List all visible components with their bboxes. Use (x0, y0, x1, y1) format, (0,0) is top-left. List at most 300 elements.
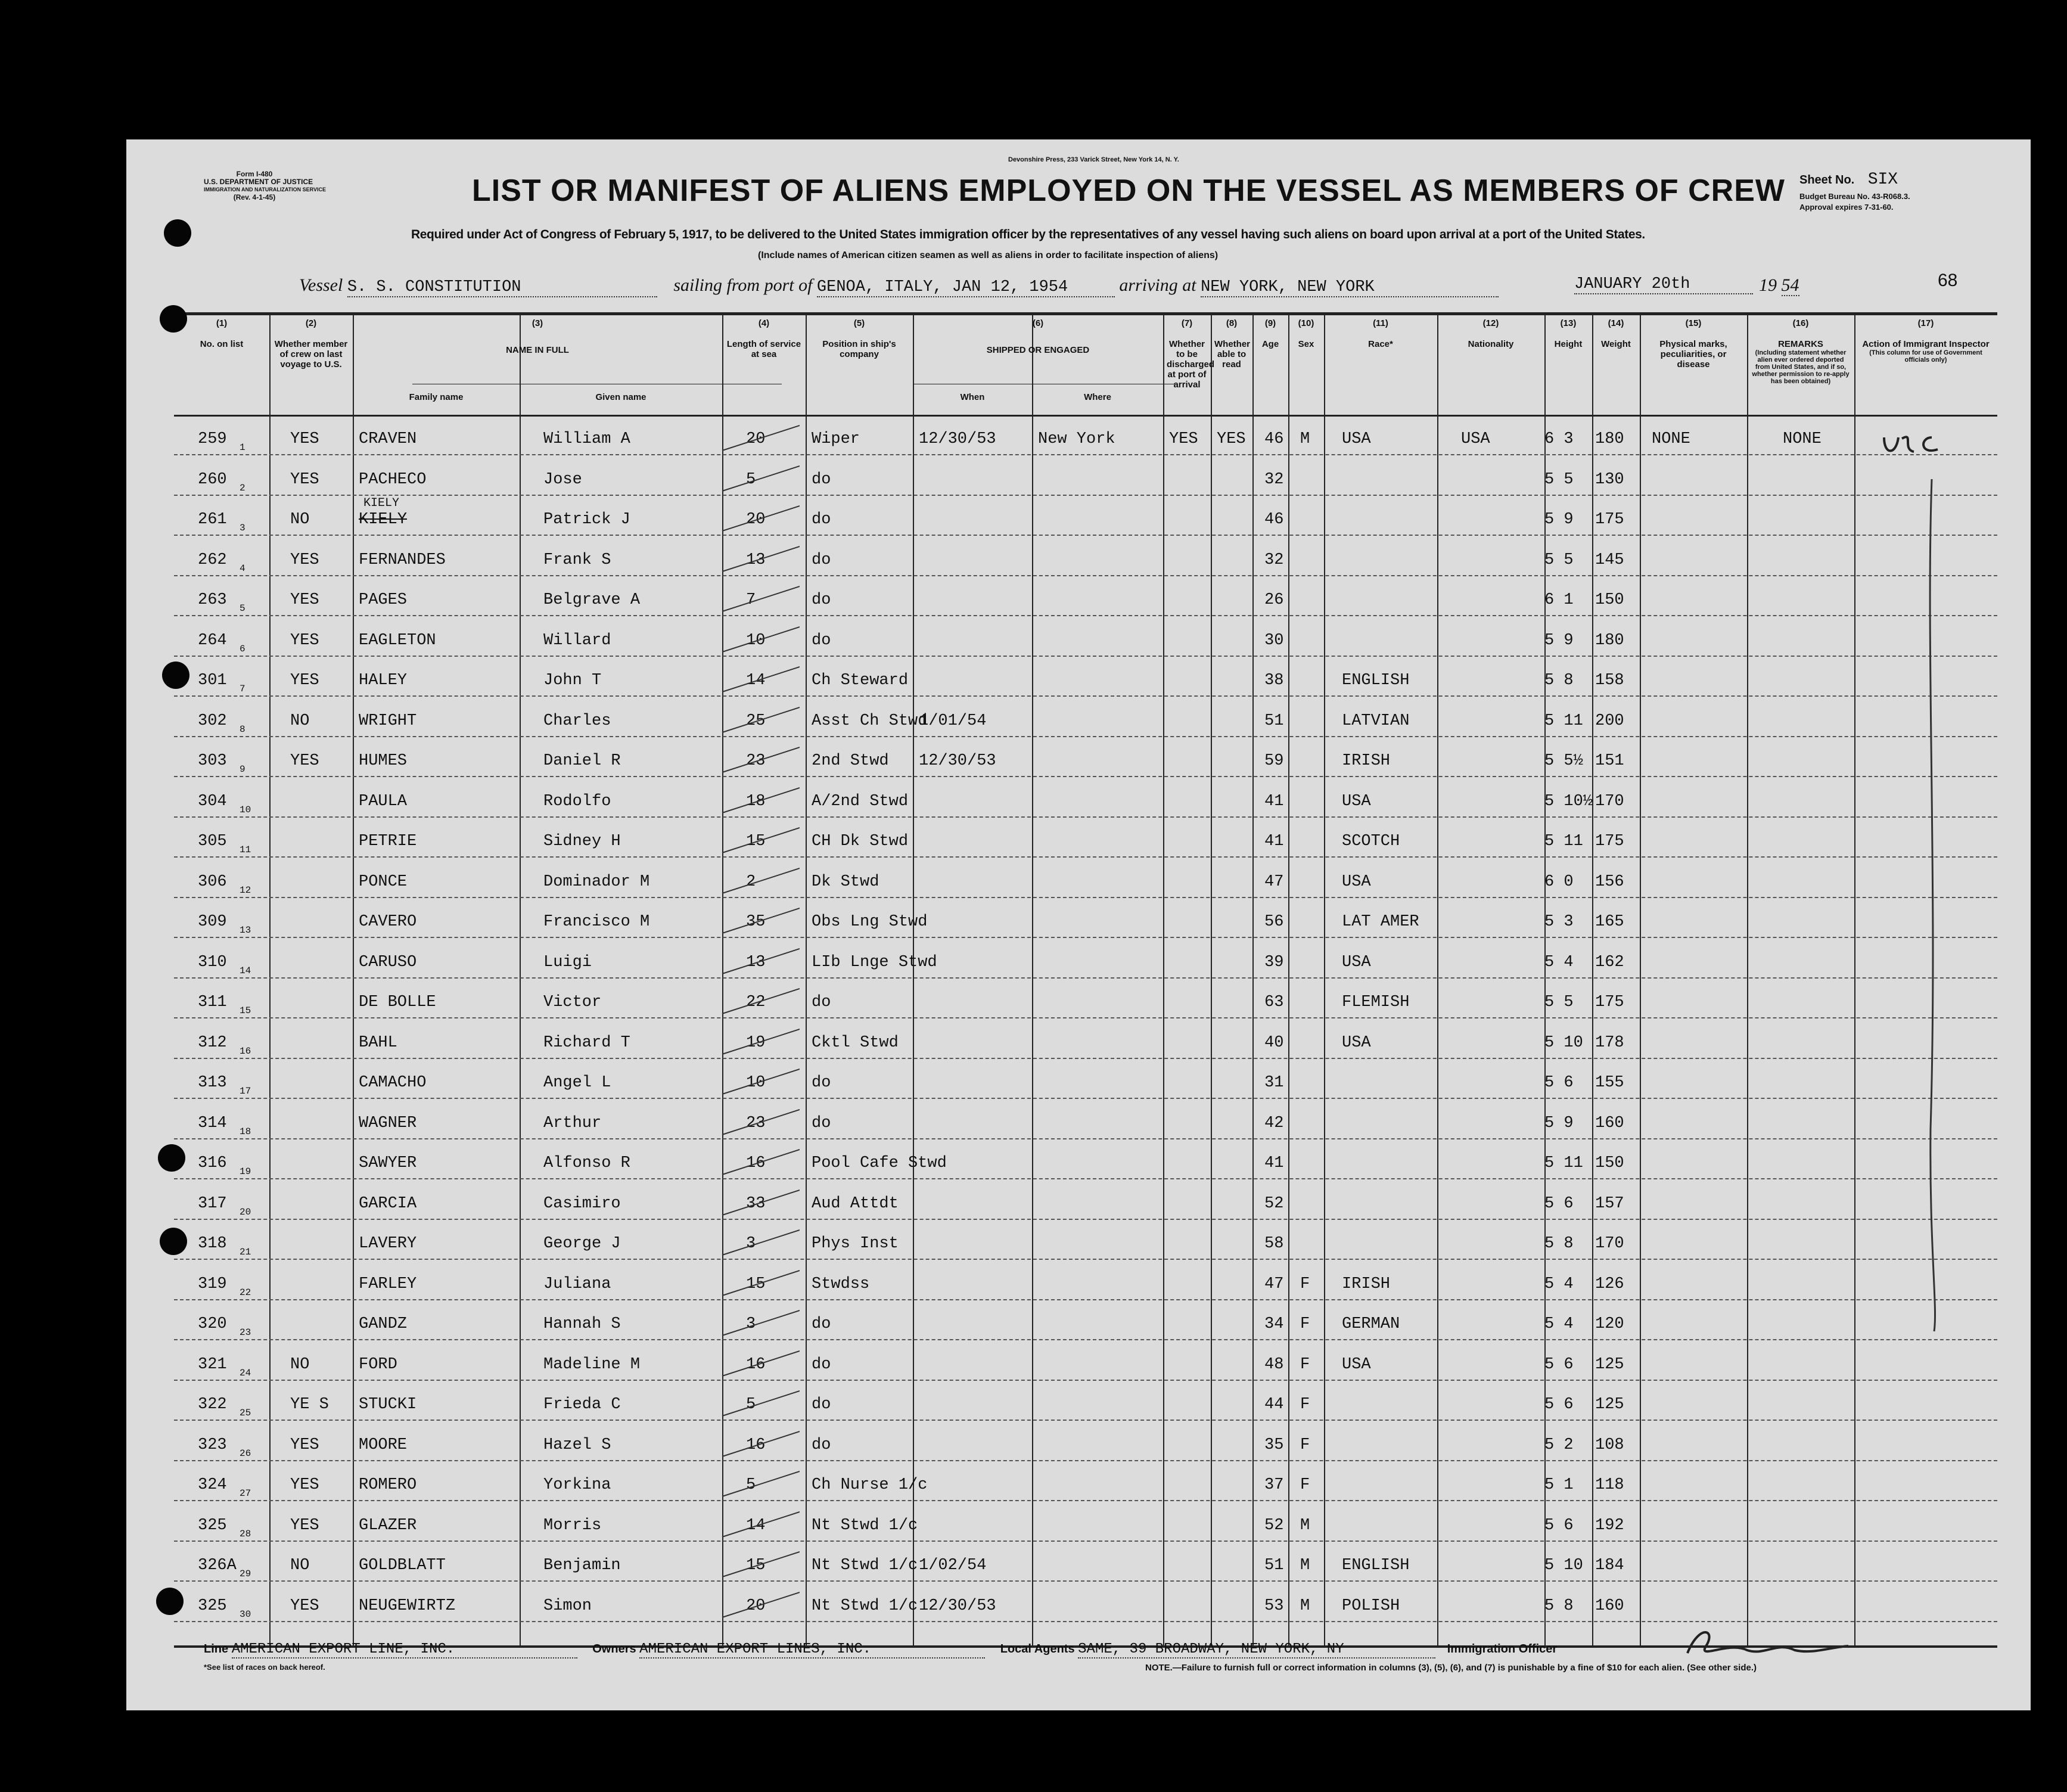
cell-age: 40 (1264, 1033, 1284, 1052)
cell-line-number: 12 (240, 884, 251, 896)
cell-race: USA (1342, 430, 1371, 448)
punch-hole (162, 661, 189, 689)
cell-height: 5 10 (1544, 1557, 1583, 1574)
cell-line-number: 17 (240, 1086, 251, 1097)
column-subheader: Given name (595, 392, 646, 402)
cell-height: 5 10½ (1544, 792, 1593, 810)
column-header (1437, 318, 1544, 349)
cell-weight: 130 (1595, 470, 1624, 489)
service-tick-mark (716, 1063, 800, 1099)
cell-no: 316 (198, 1154, 227, 1172)
cell-svc: 19 (746, 1033, 766, 1052)
cell-svc: 25 (746, 712, 766, 730)
cell-line-number: 29 (240, 1569, 251, 1579)
column-header (269, 318, 353, 369)
column-subheader: Family name (409, 392, 464, 402)
cell-race: ENGLISH (1342, 672, 1410, 690)
cell-given: Simon (543, 1597, 592, 1615)
cell-weight: 120 (1595, 1315, 1624, 1333)
cell-height: 5 4 (1544, 1275, 1574, 1293)
column-number: (16) (1792, 318, 1809, 328)
cell-disch: YES (1169, 430, 1198, 448)
cell-last: YES (290, 1516, 319, 1535)
sailing-label: sailing from port of (673, 275, 813, 295)
column-number: (13) (1560, 318, 1577, 328)
column-header (806, 318, 913, 359)
cell-height: 5 11 (1544, 712, 1583, 730)
page-number: 68 (1938, 271, 1958, 290)
cell-age: 52 (1264, 1516, 1284, 1535)
column-number: (14) (1608, 318, 1624, 328)
cell-no: 260 (198, 470, 227, 489)
cell-sex: F (1300, 1315, 1310, 1333)
form-number: Form I-480 (236, 170, 273, 178)
column-rule (1288, 312, 1289, 1647)
cell-line-number: 18 (240, 1126, 251, 1137)
service-tick-mark (716, 580, 800, 616)
punch-hole (156, 1588, 184, 1615)
cell-line-number: 14 (240, 965, 251, 976)
row-rule (174, 454, 1997, 455)
cell-age: 32 (1264, 470, 1284, 489)
cell-svc: 23 (746, 752, 766, 770)
cell-race: IRISH (1342, 752, 1391, 770)
cell-line-number: 11 (240, 844, 251, 855)
column-subnote: (Including statement whether alien ever ordered deported from United States, and if so, whether permission to re-apply has been obtained) (1752, 349, 1850, 385)
row-rule (174, 1259, 1997, 1260)
cell-weight: 151 (1595, 752, 1624, 770)
cell-pos: A/2nd Stwd (812, 792, 909, 810)
cell-sex: F (1300, 1436, 1310, 1454)
cell-when: 1/01/54 (919, 712, 987, 730)
column-number: (7) (1181, 318, 1193, 328)
cell-given: Belgrave A (543, 591, 641, 609)
cell-no: 317 (198, 1194, 227, 1213)
row-rule (174, 1299, 1997, 1300)
cell-height: 5 8 (1544, 672, 1574, 690)
cell-family: DE BOLLE (359, 993, 436, 1011)
column-rule (1324, 312, 1325, 1647)
cell-no: 312 (198, 1033, 227, 1052)
column-rule (1032, 312, 1033, 1647)
cell-sex: F (1300, 1355, 1310, 1374)
cell-weight: 118 (1595, 1476, 1624, 1494)
cell-weight: 178 (1595, 1033, 1624, 1052)
cell-age: 48 (1264, 1355, 1284, 1374)
cell-height: 5 3 (1544, 913, 1574, 931)
cell-family: MOORE (359, 1436, 408, 1454)
service-tick-mark (716, 1144, 800, 1179)
column-label: Position in ship's company (822, 339, 896, 359)
cell-sex: M (1300, 1597, 1310, 1615)
cell-pos: Ch Nurse 1/c (812, 1476, 928, 1494)
column-label: Sex (1298, 339, 1314, 349)
cell-family: SAWYER (359, 1154, 417, 1172)
cell-svc: 15 (746, 833, 766, 850)
column-header (1252, 318, 1288, 349)
cell-age: 38 (1264, 672, 1284, 690)
cell-last: YE S (290, 1396, 329, 1414)
cell-age: 63 (1264, 993, 1284, 1011)
cell-line-number: 26 (240, 1448, 251, 1459)
cell-weight: 145 (1595, 551, 1624, 569)
agents-label: Local Agents (1000, 1642, 1075, 1656)
cell-no: 321 (198, 1355, 227, 1374)
owners-value: AMERICAN EXPORT LINES, INC. (639, 1641, 985, 1659)
cell-line-number: 21 (240, 1247, 251, 1257)
cell-last: YES (290, 470, 319, 489)
cell-sex: M (1300, 1557, 1310, 1574)
row-rule (174, 816, 1997, 818)
column-label: SHIPPED OR ENGAGED (986, 345, 1090, 355)
cell-weight: 200 (1595, 712, 1624, 730)
cell-weight: 160 (1595, 1597, 1624, 1615)
cell-when: 12/30/53 (919, 430, 996, 448)
cell-svc: 20 (746, 1597, 766, 1615)
cell-family: WAGNER (359, 1114, 417, 1132)
year-value: 54 (1781, 275, 1799, 295)
cell-sex: F (1300, 1476, 1310, 1494)
cell-height: 5 2 (1544, 1436, 1574, 1454)
cell-last: NO (290, 1557, 310, 1574)
cell-line-number: 23 (240, 1327, 251, 1338)
cell-given: Jose (543, 470, 582, 489)
cell-line-number: 20 (240, 1206, 251, 1218)
service-tick-mark (716, 1425, 800, 1461)
cell-weight: 126 (1595, 1275, 1624, 1293)
column-rule (1854, 312, 1855, 1647)
column-rule (520, 312, 521, 1647)
cell-given: Patrick J (543, 511, 630, 529)
column-header (913, 318, 1163, 355)
cell-no: 263 (198, 591, 227, 609)
column-number: (12) (1482, 318, 1499, 328)
cell-no: 326A (198, 1557, 237, 1574)
cell-family: KIELY (359, 511, 408, 529)
column-subheader: When (960, 392, 985, 402)
budget-bureau: Budget Bureau No. 43-R068.3. (1799, 192, 1910, 201)
cell-remarks: NONE (1783, 430, 1822, 448)
service-tick-mark (716, 1546, 800, 1582)
cell-pos: do (812, 1436, 831, 1454)
cell-family: FORD (359, 1355, 397, 1374)
cell-age: 41 (1264, 792, 1284, 810)
cell-no: 264 (198, 631, 227, 650)
cell-pos: Obs Lng Stwd (812, 913, 928, 931)
row-rule (174, 1541, 1997, 1542)
cell-line-number: 1 (240, 442, 245, 453)
cell-family: GOLDBLATT (359, 1557, 446, 1574)
column-header (1288, 318, 1324, 349)
cell-race: LATVIAN (1342, 712, 1410, 730)
usc-annotation (1878, 426, 1997, 467)
cell-height: 5 8 (1544, 1235, 1574, 1253)
service-tick-mark (716, 902, 800, 938)
cell-pos: Ch Steward (812, 672, 909, 690)
cell-age: 51 (1264, 1557, 1284, 1574)
cell-svc: 23 (746, 1114, 766, 1132)
cell-pos: do (812, 1114, 831, 1132)
cell-pos: Aud Attdt (812, 1194, 899, 1213)
cell-age: 32 (1264, 551, 1284, 569)
cell-height: 5 10 (1544, 1033, 1583, 1052)
cell-line-number: 10 (240, 804, 251, 815)
cell-age: 44 (1264, 1396, 1284, 1414)
departure-port: GENOA, ITALY, JAN 12, 1954 (817, 278, 1115, 297)
cell-pos: 2nd Stwd (812, 752, 889, 770)
service-tick-mark (716, 1465, 800, 1501)
arriving-label: arriving at (1119, 275, 1196, 295)
cell-svc: 2 (746, 872, 756, 891)
column-rule (269, 312, 271, 1647)
cell-weight: 184 (1595, 1557, 1624, 1574)
cell-when: 12/30/53 (919, 1597, 996, 1615)
cell-race: USA (1342, 1355, 1371, 1374)
cell-weight: 156 (1595, 872, 1624, 891)
cell-pos: Asst Ch Stwd (812, 712, 928, 730)
cell-no: 319 (198, 1275, 227, 1293)
cell-line-number: 16 (240, 1045, 251, 1057)
cell-line-number: 7 (240, 684, 245, 694)
cell-weight: 170 (1595, 1235, 1624, 1253)
cell-last: YES (290, 1436, 319, 1454)
cell-height: 5 6 (1544, 1194, 1574, 1213)
cell-given: Sidney H (543, 833, 621, 850)
service-name: IMMIGRATION AND NATURALIZATION SERVICE (204, 187, 326, 192)
row-rule (174, 495, 1997, 496)
cell-line-number: 28 (240, 1528, 251, 1539)
cell-age: 26 (1264, 591, 1284, 609)
service-tick-mark (716, 1265, 800, 1300)
cell-svc: 5 (746, 1396, 756, 1414)
cell-svc: 10 (746, 631, 766, 650)
cell-no: 306 (198, 872, 227, 891)
cell-family: CAVERO (359, 913, 417, 931)
column-label: NAME IN FULL (506, 345, 569, 355)
cell-svc: 16 (746, 1355, 766, 1374)
cell-age: 41 (1264, 1154, 1284, 1172)
row-rule (174, 1178, 1997, 1179)
cell-line-number: 13 (240, 925, 251, 936)
cell-height: 6 1 (1544, 591, 1574, 609)
cell-last: YES (290, 672, 319, 690)
cell-weight: 160 (1595, 1114, 1624, 1132)
cell-weight: 150 (1595, 1154, 1624, 1172)
column-label: No. on list (200, 339, 244, 349)
column-number: (3) (531, 318, 543, 328)
service-tick-mark (716, 1023, 800, 1059)
cell-no: 302 (198, 712, 227, 730)
cell-sex: F (1300, 1396, 1310, 1414)
cell-pos: Phys Inst (812, 1235, 899, 1253)
cell-height: 5 4 (1544, 1315, 1574, 1333)
cell-age: 51 (1264, 712, 1284, 730)
cell-where: New York (1038, 430, 1115, 448)
cell-age: 34 (1264, 1315, 1284, 1333)
service-tick-mark (716, 782, 800, 818)
cell-height: 5 9 (1544, 511, 1574, 529)
row-rule (174, 1098, 1997, 1099)
cell-family: STUCKI (359, 1396, 417, 1414)
cell-race: USA (1342, 872, 1371, 891)
row-rule (174, 1460, 1997, 1461)
column-label: Race* (1368, 339, 1393, 349)
cell-line-number: 30 (240, 1608, 251, 1620)
cell-pos: Wiper (812, 430, 860, 448)
cell-last: YES (290, 752, 319, 770)
cell-family: CARUSO (359, 953, 417, 971)
column-rule (913, 312, 914, 1647)
cell-height: 5 5 (1544, 470, 1574, 489)
cell-sex: F (1300, 1275, 1310, 1293)
service-tick-mark (716, 1305, 800, 1340)
cell-weight: 125 (1595, 1396, 1624, 1414)
arrival-port: NEW YORK, NEW YORK (1201, 278, 1499, 297)
cell-last: YES (290, 591, 319, 609)
cell-line-number: 8 (240, 723, 245, 735)
cell-weight: 180 (1595, 631, 1624, 650)
cell-family: HUMES (359, 752, 408, 770)
cell-no: 325 (198, 1597, 227, 1615)
cell-height: 5 4 (1544, 953, 1574, 971)
cell-no: 311 (198, 993, 227, 1011)
cell-family: EAGLETON (359, 631, 436, 650)
column-number: (5) (853, 318, 865, 328)
cell-no: 320 (198, 1315, 227, 1333)
cell-marks: NONE (1652, 430, 1690, 448)
cell-height: 5 6 (1544, 1396, 1574, 1414)
cell-given: John T (543, 672, 602, 690)
row-rule (174, 1380, 1997, 1381)
department-name: U.S. DEPARTMENT OF JUSTICE (204, 178, 313, 186)
sheet-number: SIX (1867, 170, 1898, 189)
cell-given: Willard (543, 631, 611, 650)
cell-race: USA (1342, 953, 1371, 971)
cell-no: 301 (198, 672, 227, 690)
cell-weight: 175 (1595, 833, 1624, 850)
page-title: LIST OR MANIFEST OF ALIENS EMPLOYED ON THE VESSEL AS MEMBERS OF CREW (472, 173, 1785, 208)
cell-height: 6 0 (1544, 872, 1574, 891)
row-rule (174, 736, 1997, 737)
cell-pos: do (812, 1315, 831, 1333)
column-label: Weight (1601, 339, 1631, 349)
voyage-line (299, 275, 2015, 297)
sheet-label: Sheet No. (1799, 173, 1855, 187)
cell-svc: 16 (746, 1436, 766, 1454)
cell-svc: 5 (746, 1476, 756, 1494)
row-rule (174, 575, 1997, 576)
column-header (1544, 318, 1592, 349)
cell-family: NEUGEWIRTZ (359, 1597, 456, 1615)
officer-label: Immigration Officer (1447, 1642, 1558, 1656)
cell-age: 46 (1264, 430, 1284, 448)
cell-age: 53 (1264, 1597, 1284, 1615)
cell-family: GLAZER (359, 1516, 417, 1535)
cell-age: 35 (1264, 1436, 1284, 1454)
column-header (353, 318, 722, 355)
cell-pos: LIb Lnge Stwd (812, 953, 937, 971)
cell-line-number: 3 (240, 523, 245, 533)
column-label: Whether to be discharged at port of arrival (1167, 339, 1215, 390)
cell-given: William A (543, 430, 630, 448)
cell-no: 322 (198, 1396, 227, 1414)
cell-svc: 16 (746, 1154, 766, 1172)
cell-svc: 33 (746, 1194, 766, 1213)
cell-age: 47 (1264, 872, 1284, 891)
cell-pos: do (812, 993, 831, 1011)
service-tick-mark (716, 1224, 800, 1260)
cell-no: 324 (198, 1476, 227, 1494)
column-number: (17) (1917, 318, 1934, 328)
cell-read: YES (1217, 430, 1246, 448)
cell-given: Morris (543, 1516, 602, 1535)
column-number: (1) (216, 318, 228, 328)
column-header (1747, 318, 1854, 385)
cell-height: 5 9 (1544, 631, 1574, 650)
cell-given: Richard T (543, 1033, 630, 1052)
cell-line-number: 9 (240, 764, 245, 775)
cell-given: Madeline M (543, 1355, 641, 1374)
manifest-sheet (126, 139, 2031, 1710)
cell-no: 305 (198, 833, 227, 850)
arrival-year (1759, 275, 1799, 296)
cell-svc: 7 (746, 591, 756, 609)
cell-svc: 18 (746, 792, 766, 810)
cell-family: CAMACHO (359, 1074, 427, 1092)
column-rule (1163, 312, 1164, 1647)
cell-pos: Cktl Stwd (812, 1033, 899, 1052)
cell-height: 5 11 (1544, 1154, 1583, 1172)
row-rule (174, 1058, 1997, 1059)
service-tick-mark (716, 1586, 800, 1622)
row-rule (174, 1580, 1997, 1582)
cell-race: USA (1342, 1033, 1371, 1052)
service-tick-mark (716, 983, 800, 1018)
cell-race: POLISH (1342, 1597, 1400, 1615)
cell-line-number: 19 (240, 1166, 251, 1177)
row-rule (174, 535, 1997, 536)
cell-family: PETRIE (359, 833, 417, 850)
cell-given: Juliana (543, 1275, 611, 1293)
cell-no: 309 (198, 913, 227, 931)
cell-svc: 20 (746, 430, 766, 448)
column-rule (1252, 312, 1254, 1647)
service-tick-mark (716, 460, 800, 496)
cell-family: CRAVEN (359, 430, 417, 448)
cell-family: FERNANDES (359, 551, 446, 569)
cell-given: Dominador M (543, 872, 650, 891)
column-label: Age (1261, 339, 1279, 349)
cell-age: 31 (1264, 1074, 1284, 1092)
row-rule (174, 1420, 1997, 1421)
cell-age: 39 (1264, 953, 1284, 971)
cell-svc: 13 (746, 953, 766, 971)
column-label: Physical marks, peculiarities, or disease (1659, 339, 1727, 369)
cell-no: 262 (198, 551, 227, 569)
service-tick-mark (716, 862, 800, 898)
cell-age: 56 (1264, 913, 1284, 931)
service-tick-mark (716, 1104, 800, 1139)
cell-height: 5 5 (1544, 551, 1574, 569)
column-label: Whether able to read (1214, 339, 1250, 369)
punch-hole (160, 1228, 187, 1255)
inspector-signature (1676, 1617, 1854, 1665)
cell-svc: 10 (746, 1074, 766, 1092)
column-label: Length of service at sea (726, 339, 801, 359)
column-header (1211, 318, 1252, 369)
column-rule (1640, 312, 1641, 1647)
subtitle: Required under Act of Congress of February 5, 1917, to be delivered to the United States immigration officer by the representatives of any vessel having such aliens on board upon arrival at a port of the United States. (411, 228, 1645, 241)
